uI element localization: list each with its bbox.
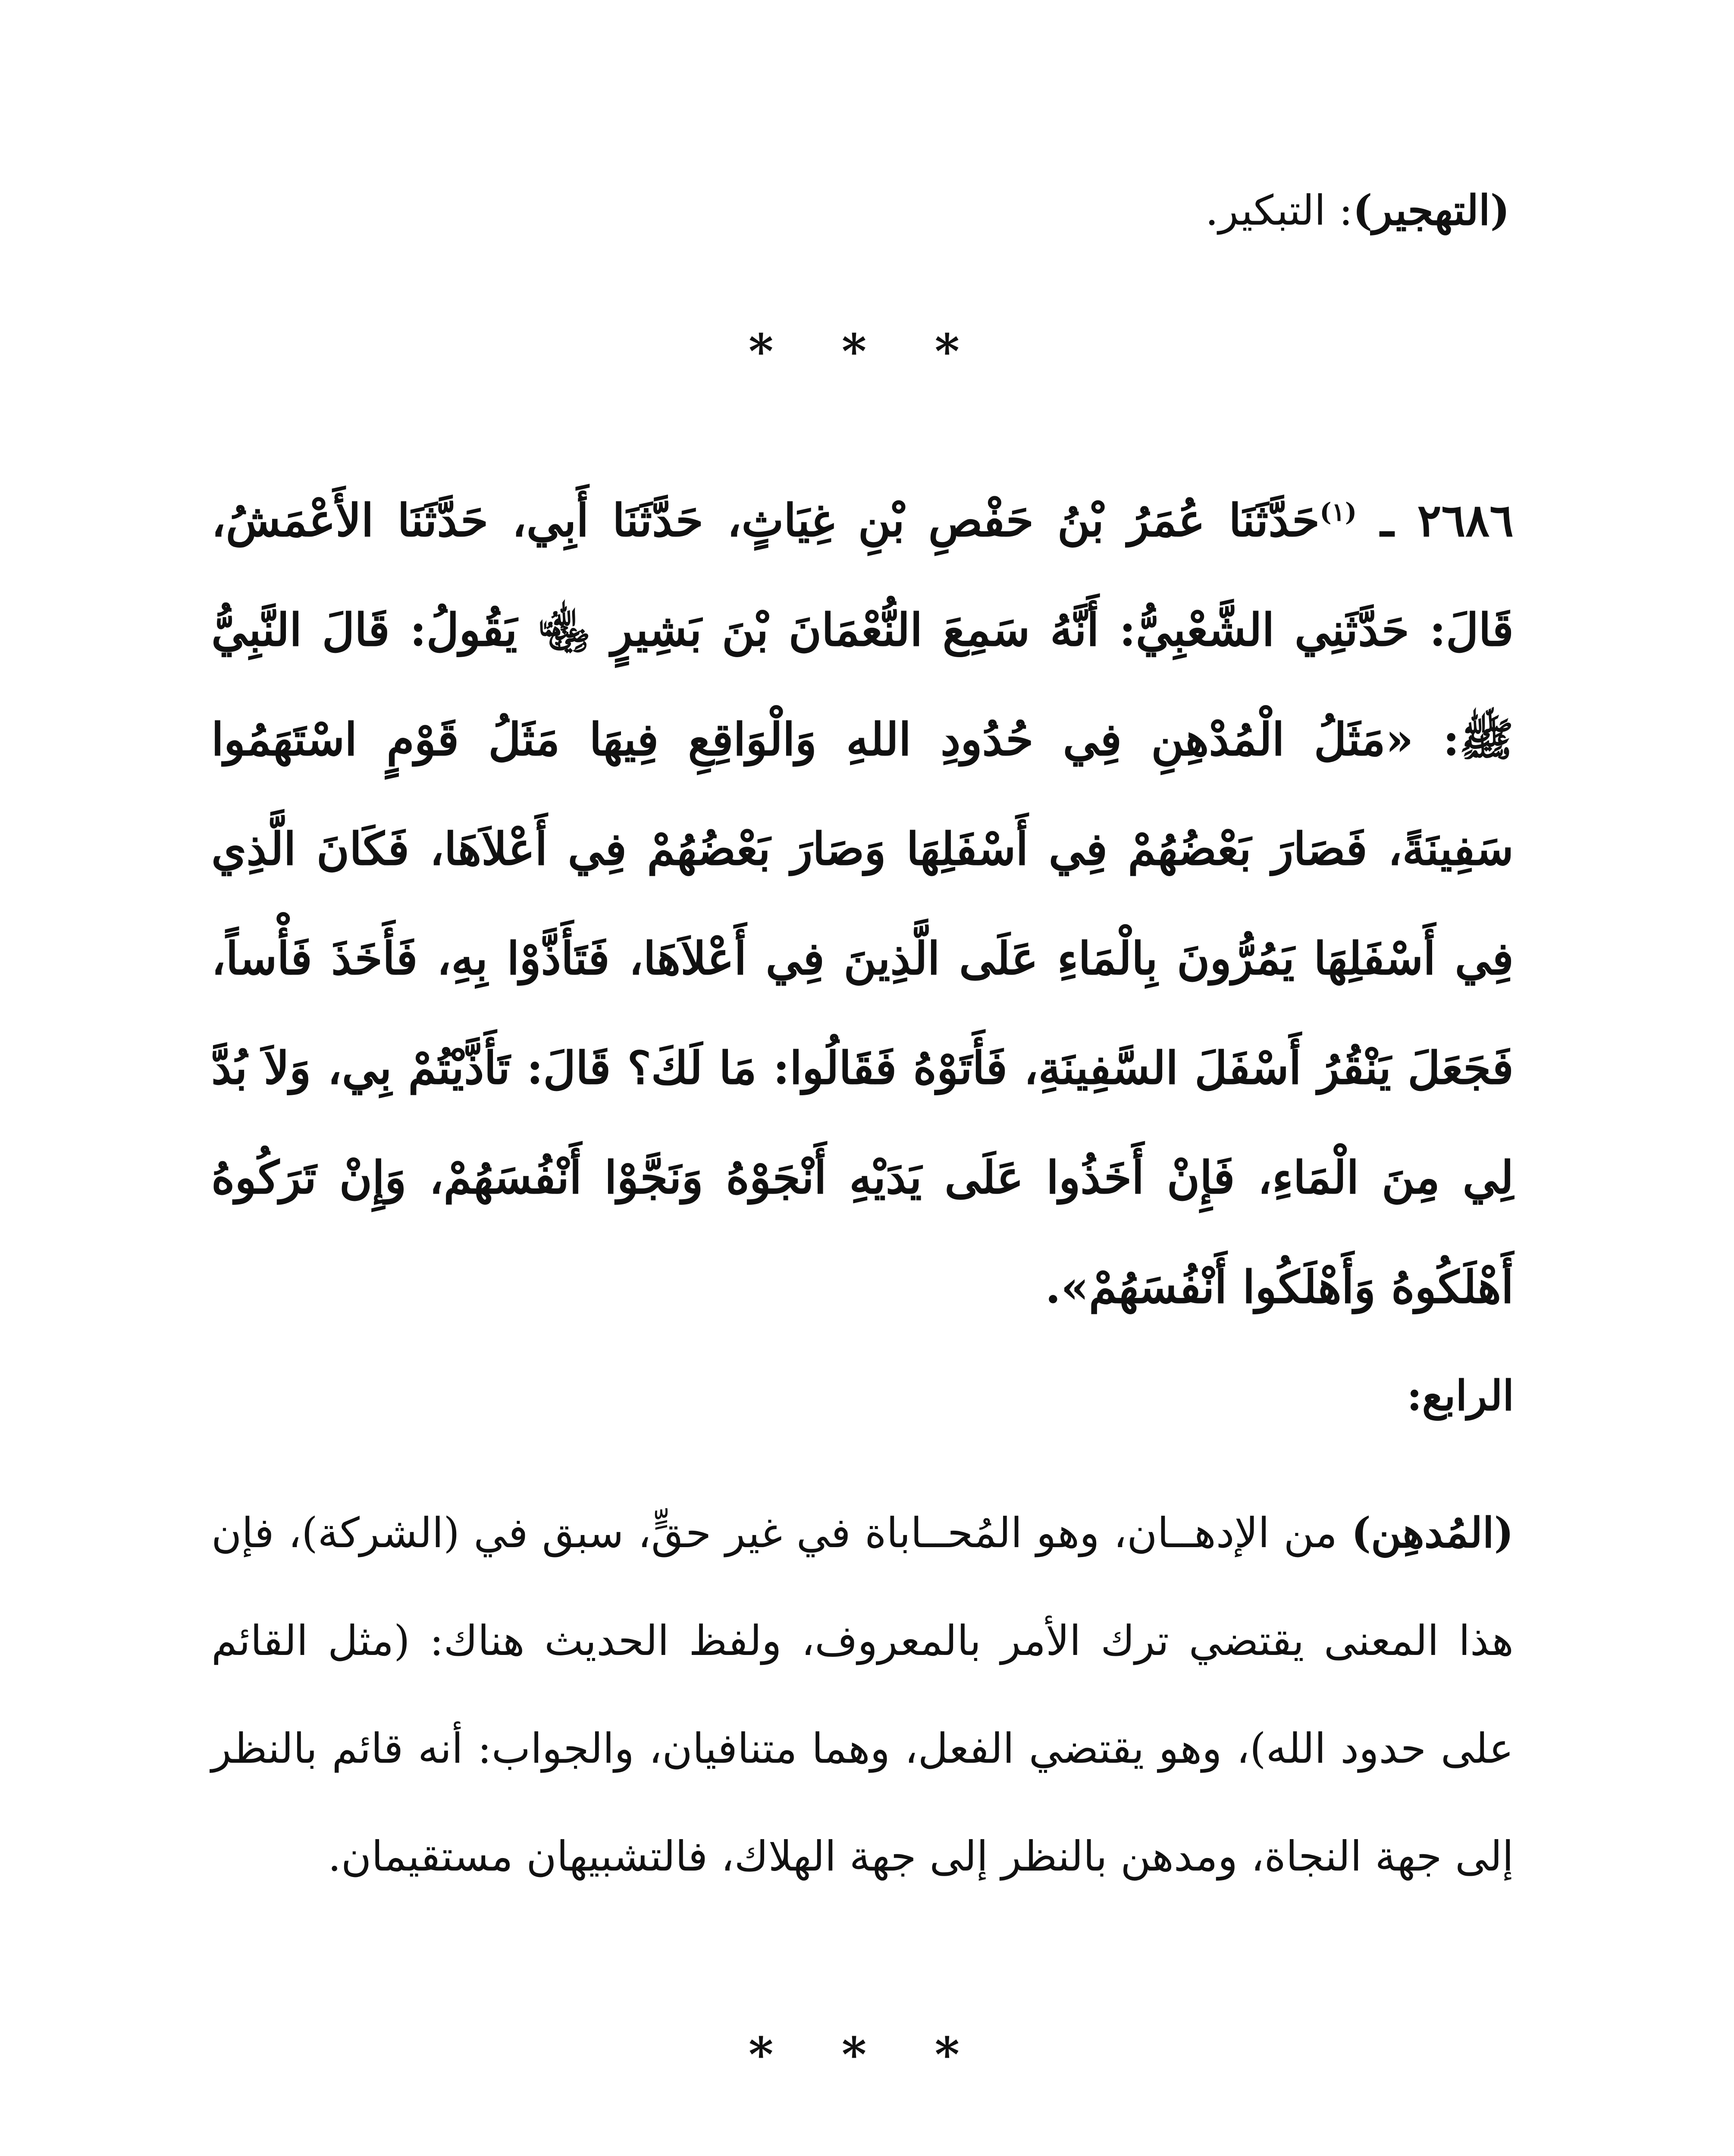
hadith-text: حَدَّثَنَا عُمَرُ بْنُ حَفْصِ بْنِ غِيَاثٍ، حَدَّثَنَا أَبِي، حَدَّثَنَا الأَعْمَشُ، قَالَ: حَدَّثَنِي الشَّعْبِيُّ: أَنَّهُ سَمِعَ النُّعْمَانَ بْنَ بَشِيرٍ ﵄ يَقُولُ: قَالَ النَّبِيُّ ﷺ: «مَثَلُ الْمُدْهِنِ فِي حُدُودِ اللهِ وَالْوَاقِعِ فِيهَا مَثَلُ قَوْمٍ اسْتَهَمُوا سَفِينَةً، فَصَارَ بَعْضُهُمْ فِي أَسْفَلِهَا وَصَارَ بَعْضُهُمْ فِي أَعْلاَهَا، فَكَانَ الَّذِي فِي أَسْفَلِهَا يَمُرُّونَ بِالْمَاءِ عَلَى الَّذِينَ فِي أَعْلاَهَا، فَتَأَذَّوْا بِهِ، فَأَخَذَ فَأْساً، فَجَعَلَ يَنْقُرُ أَسْفَلَ السَّفِينَةِ، فَأَتَوْهُ فَقَالُوا: مَا لَكَ؟ قَالَ: تَأَذَّيْتُمْ بِي، وَلاَ بُدَّ لِي مِنَ الْمَاءِ، فَإِنْ أَخَذُوا عَلَى يَدَيْهِ أَنْجَوْهُ وَنَجَّوْا أَنْفُسَهُمْ، وَإِنْ تَرَكُوهُ أَهْلَكُوهُ وَأَهْلَكُوا أَنْفُسَهُمْ». <box>211 494 1514 1313</box>
section-separator-bottom: * * * <box>748 2027 986 2082</box>
section-separator: * * * <box>748 323 986 379</box>
commentary-text: من الإدهــان، وهو المُحــاباة في غير حقٍّ، سبق في (الشركة)، فإن هذا المعنى يقتضي ترك الأمر بالمعروف، ولفظ الحديث هناك: (مثل القائم على حدود الله)، وهو يقتضي الفعل، وهما متنافيان، والجواب: أنه قائم بالنظر إلى جهة النجاة، ومدهن بالنظر إلى جهة الهلاك، فالتشبيهان مستقيمان. <box>211 1509 1514 1880</box>
commentary-paragraph <box>211 1479 1514 1910</box>
commentary-term: (المُدهِن) <box>1351 1508 1514 1557</box>
section-title: الرابع: <box>1407 1371 1514 1420</box>
hadith-paragraph <box>211 466 1514 1342</box>
term-definition: : التبكير. <box>1205 186 1353 235</box>
footnote-reference: (١) <box>1320 497 1357 527</box>
defined-term: (التهجير) <box>1353 186 1510 235</box>
hadith-number: ٢٦٨٦ ـ <box>1380 494 1514 547</box>
definition-line <box>1205 185 1510 235</box>
